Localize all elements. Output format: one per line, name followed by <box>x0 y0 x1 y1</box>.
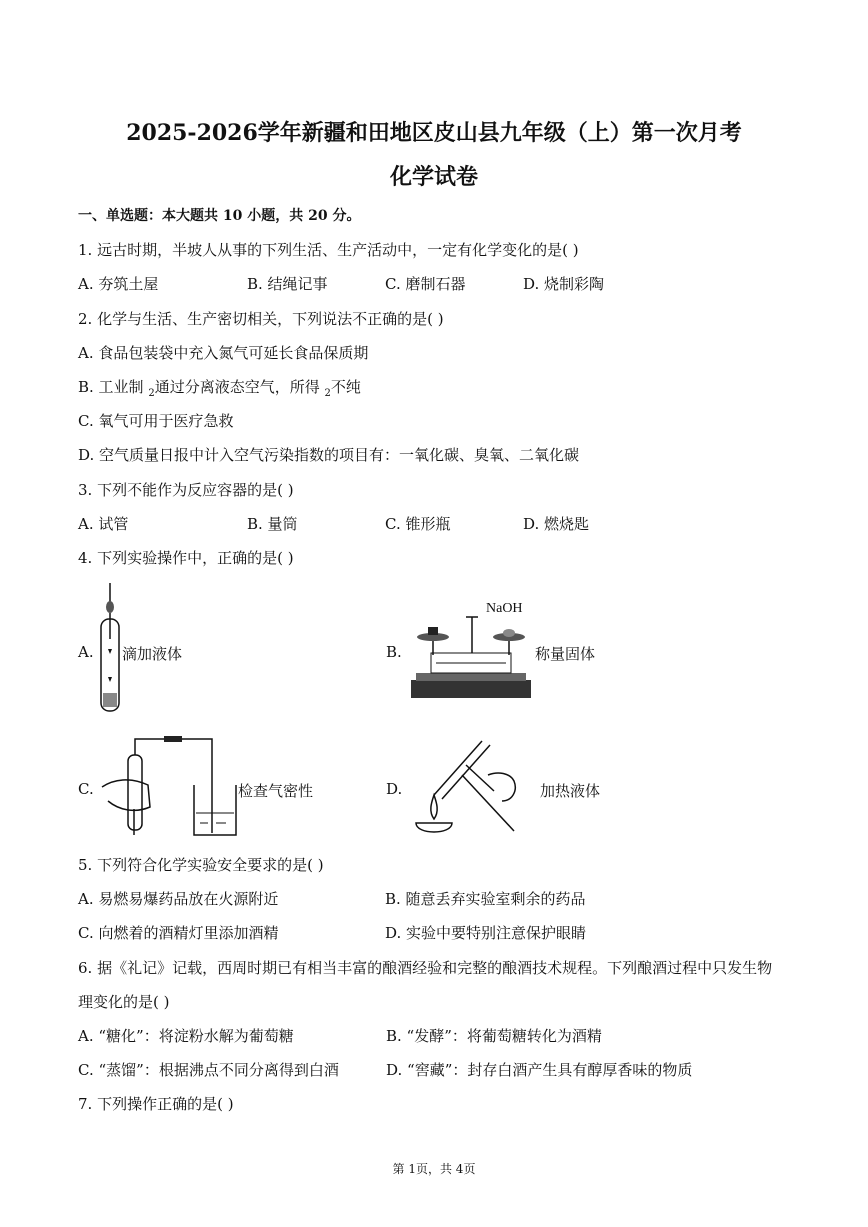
page-footer: 第 1页，共 4页 <box>392 1162 476 1176</box>
q2-option-d: D. 空气质量日报中计入空气污染指数的项目有：一氧化碳、臭氧、二氧化碳 <box>78 446 580 464</box>
q6-option-c: C. “蒸馏”：根据沸点不同分离得到白酒 <box>78 1061 339 1079</box>
dropper-test-tube-image <box>98 583 124 718</box>
q2-option-b-part1: B. 工业制 <box>78 378 149 396</box>
naoh-label: NaOH <box>486 601 523 616</box>
q1-option-d: D. 烧制彩陶 <box>523 275 605 293</box>
q4-option-d-label: 加热液体 <box>540 782 601 800</box>
question-6-stem: 6. 据《礼记》记载，西周时期已有相当丰富的酿酒经验和完整的酿酒技术规程。下列酿酒过程中只发生物 <box>78 959 773 977</box>
balance-scale-image <box>406 615 536 700</box>
title-line-2: 化学试卷 <box>389 164 478 190</box>
title-line-1: 2025-2026学年新疆和田地区皮山县九年级（上）第一次月考 <box>126 120 742 146</box>
airtightness-check-image <box>100 735 240 840</box>
question-4-stem: 4. 下列实验操作中，正确的是( ) <box>78 549 294 567</box>
q2-option-a: A. 食品包装袋中充入氮气可延长食品保质期 <box>78 344 369 362</box>
q4-option-c-label: 检查气密性 <box>238 782 314 800</box>
q1-option-b: B. 结绳记事 <box>247 275 328 293</box>
q2-option-b <box>78 376 361 397</box>
q3-option-b: B. 量筒 <box>247 515 298 533</box>
question-2-stem: 2. 化学与生活、生产密切相关，下列说法不正确的是( ) <box>78 310 444 328</box>
q2-option-c: C. 氧气可用于医疗急救 <box>78 412 234 430</box>
question-6-stem-continued: 理变化的是( ) <box>78 993 170 1011</box>
q4-option-d-letter: D. <box>386 780 403 798</box>
q2-option-b-subscript2: 2 <box>324 388 331 399</box>
q3-option-a: A. 试管 <box>78 515 129 533</box>
section-header: 一、单选题：本大题共 10 小题，共 20 分。 <box>78 208 361 224</box>
question-7-stem: 7. 下列操作正确的是( ) <box>78 1095 234 1113</box>
heating-liquid-image <box>402 735 527 840</box>
q6-option-a: A. “糖化”：将淀粉水解为葡萄糖 <box>78 1027 294 1045</box>
q1-option-a: A. 夯筑土屋 <box>78 275 159 293</box>
q5-option-d: D. 实验中要特别注意保护眼睛 <box>385 924 587 942</box>
q5-option-a: A. 易燃易爆药品放在火源附近 <box>78 890 279 908</box>
q3-option-c: C. 锥形瓶 <box>385 515 451 533</box>
q5-option-b: B. 随意丢弃实验室剩余的药品 <box>385 890 586 908</box>
q2-option-b-subscript1: 2 <box>148 388 155 399</box>
q6-option-b: B. “发酵”：将葡萄糖转化为酒精 <box>386 1027 602 1045</box>
q3-option-d: D. 燃烧匙 <box>523 515 590 533</box>
q4-option-a-letter: A. <box>78 643 94 661</box>
q6-option-d: D. “窖藏”：封存白酒产生具有醇厚香味的物质 <box>386 1061 693 1079</box>
q2-option-b-part2: 通过分离液态空气，所得 <box>154 378 325 396</box>
question-5-stem: 5. 下列符合化学实验安全要求的是( ) <box>78 856 324 874</box>
q2-option-b-part3: 不纯 <box>330 378 361 396</box>
question-3-stem: 3. 下列不能作为反应容器的是( ) <box>78 481 294 499</box>
q4-option-c-letter: C. <box>78 780 94 798</box>
q4-option-a-label: 滴加液体 <box>122 645 183 663</box>
q1-option-c: C. 磨制石器 <box>385 275 466 293</box>
q4-option-b-letter: B. <box>386 643 402 661</box>
q5-option-c: C. 向燃着的酒精灯里添加酒精 <box>78 924 279 942</box>
question-1-stem: 1. 远古时期，半坡人从事的下列生活、生产活动中，一定有化学变化的是( ) <box>78 241 579 259</box>
q4-option-b-label: 称量固体 <box>535 645 596 663</box>
